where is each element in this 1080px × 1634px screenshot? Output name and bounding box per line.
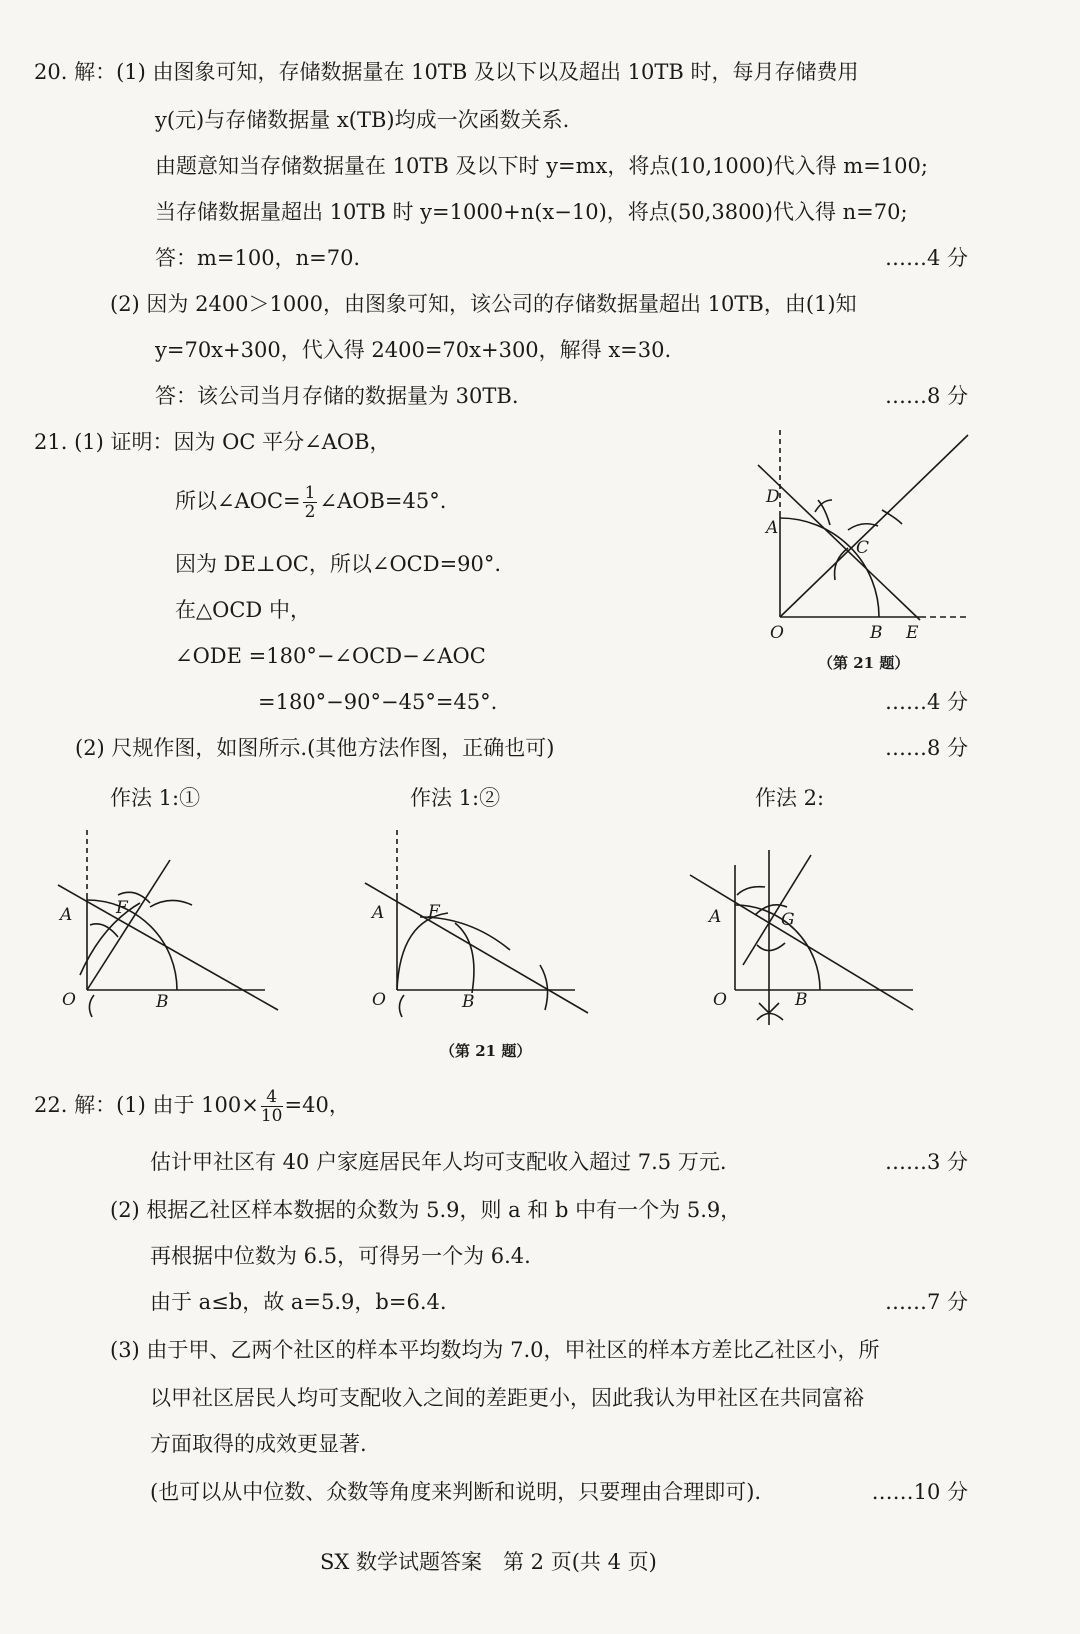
- q22-line-7: 以甲社区居民人均可支配收入之间的差距更小，因此我认为甲社区在共同富裕: [150, 1386, 864, 1410]
- q22-line-9: (也可以从中位数、众数等角度来判断和说明，只要理由合理即可).: [150, 1480, 762, 1504]
- label-O-method-1b: O: [372, 990, 386, 1010]
- q21-line-2: 所以∠AOC= $\frac{1}{2}$ ∠AOB=45°.: [175, 483, 447, 522]
- q20-line-5: 答：m=100，n=70.: [155, 246, 361, 270]
- q21-line-6: =180°−90°−45°=45°.: [258, 690, 498, 714]
- q22-score-2: ……7 分: [884, 1290, 968, 1314]
- q21-line-7: (2) 尺规作图，如图所示.(其他方法作图，正确也可): [75, 736, 555, 760]
- figure-21-caption-2: （第 21 题）: [440, 1042, 532, 1060]
- q22-line-4: 再根据中位数为 6.5，可得另一个为 6.4.: [150, 1244, 531, 1268]
- label-D: D: [766, 487, 780, 507]
- q20-line-4: 当存储数据量超出 10TB 时 y=1000+n(x−10)，将点(50,3800)代入得 n=70;: [155, 200, 908, 224]
- q20-line-8: 答：该公司当月存储的数据量为 30TB.: [155, 384, 519, 408]
- label-A-method-1b: A: [372, 903, 385, 923]
- label-O-method-2: O: [713, 990, 727, 1010]
- method-1a-title: 作法 1:①: [110, 786, 201, 810]
- figure-21-main: [740, 420, 980, 650]
- q22-line-1: 22. 解：(1) 由于 100× $\frac{4}{10}$ =40，: [34, 1087, 350, 1126]
- q21-line-1: 21. (1) 证明：因为 OC 平分∠AOB，: [34, 430, 391, 454]
- label-A-method-1a: A: [60, 905, 73, 925]
- label-A: A: [766, 518, 779, 538]
- figure-method-1a: [50, 825, 290, 1025]
- q22-line-5: 由于 a≤b，故 a=5.9，b=6.4.: [150, 1290, 447, 1314]
- q20-line-6: (2) 因为 2400＞1000，由图象可知，该公司的存储数据量超出 10TB，由(1)知: [110, 292, 857, 316]
- q22-line-8: 方面取得的成效更显著.: [150, 1432, 367, 1456]
- q20-line-3: 由题意知当存储数据量在 10TB 及以下时 y=mx，将点(10,1000)代入得 m=100;: [155, 154, 928, 178]
- label-O-method-1a: O: [62, 990, 76, 1010]
- q21-line-5: ∠ODE =180°−∠OCD−∠AOC: [175, 644, 486, 668]
- q22-line-2: 估计甲社区有 40 户家庭居民年人均可支配收入超过 7.5 万元.: [150, 1150, 727, 1174]
- label-B-method-1a: B: [156, 992, 169, 1012]
- label-B-method-2: B: [795, 990, 808, 1010]
- q21-line-3: 因为 DE⊥OC，所以∠OCD=90°.: [175, 552, 502, 576]
- fraction-one-half: $\frac{1}{2}$: [304, 483, 316, 522]
- q20-score-1: ……4 分: [884, 246, 968, 270]
- q20-line-2: y(元)与存储数据量 x(TB)均成一次函数关系.: [155, 108, 570, 132]
- label-O: O: [770, 623, 784, 643]
- q22-score-1: ……3 分: [884, 1150, 968, 1174]
- label-C: C: [856, 538, 870, 558]
- label-E: E: [906, 623, 919, 643]
- q22-line-3: (2) 根据乙社区样本数据的众数为 5.9，则 a 和 b 中有一个为 5.9，: [110, 1198, 742, 1222]
- q20-line-7: y=70x+300，代入得 2400=70x+300，解得 x=30.: [155, 338, 672, 362]
- q22-score-3: ……10 分: [871, 1480, 968, 1504]
- label-F-method-1b: F: [428, 902, 440, 922]
- label-F-method-1a: F: [116, 898, 128, 918]
- q20-score-2: ……8 分: [884, 384, 968, 408]
- figure-method-1b: [360, 825, 600, 1025]
- label-G-method-2: G: [781, 910, 795, 930]
- label-B-method-1b: B: [462, 992, 475, 1012]
- figure-method-2: [685, 825, 925, 1045]
- label-A-method-2: A: [709, 907, 722, 927]
- fraction-4-over-10: $\frac{4}{10}$: [260, 1087, 283, 1126]
- label-B: B: [870, 623, 883, 643]
- q21-score-1: ……4 分: [884, 690, 968, 714]
- method-2-title: 作法 2:: [755, 786, 825, 810]
- figure-21-caption: （第 21 题）: [818, 654, 910, 672]
- page-footer: SX 数学试题答案 第 2 页(共 4 页): [320, 1550, 657, 1574]
- q21-score-2: ……8 分: [884, 736, 968, 760]
- q20-line-1: 20. 解：(1) 由图象可知，存储数据量在 10TB 及以下以及超出 10TB 时，每月存储费用: [34, 60, 859, 84]
- method-1b-title: 作法 1:②: [410, 786, 501, 810]
- q21-line-4: 在△OCD 中，: [175, 598, 311, 622]
- q22-line-6: (3) 由于甲、乙两个社区的样本平均数均为 7.0，甲社区的样本方差比乙社区小，所: [110, 1338, 880, 1362]
